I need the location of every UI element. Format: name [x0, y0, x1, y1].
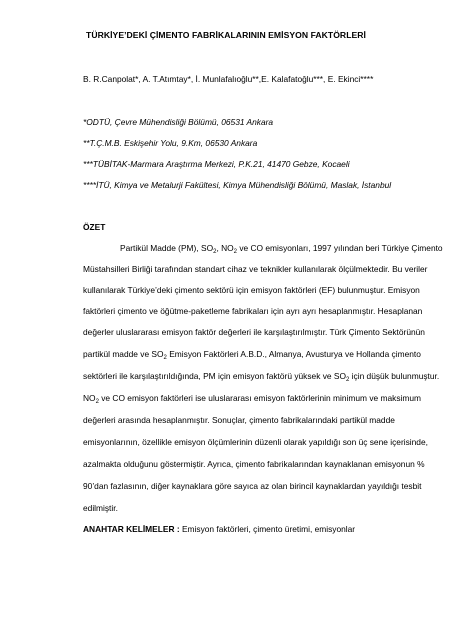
affiliation-2: **T.Ç.M.B. Eskişehir Yolu, 9.Km, 06530 Ankara	[83, 138, 258, 148]
paper-title: TÜRKİYE’DEKİ ÇİMENTO FABRİKALARININ EMİSYON FAKTÖRLERİ	[86, 30, 366, 40]
affiliation-4: ****İTÜ, Kimya ve Metalurji Fakültesi, Kimya Mühendisliği Bölümü, Maslak, İstanbul	[83, 180, 392, 190]
abstract-line	[83, 349, 421, 361]
abstract-line: Müstahsilleri Birliği tarafından standart cihaz ve teknikler kullanılarak ölçülmektedir. Bu veriler	[83, 264, 428, 274]
abstract-line	[83, 393, 421, 405]
abstract-text: sektörleri ile karşılaştırıldığında, PM için emisyon faktörü yüksek ve SO	[83, 371, 346, 381]
abstract-line	[83, 371, 440, 383]
author-list: B. R.Canpolat*, A. T.Atımtay*, İ. Munlafalıoğlu**,E. Kalafatoğlu***, E. Ekinci****	[83, 74, 374, 84]
abstract-line: 90’dan fazlasının, diğer kaynaklara göre sayıca az olan birincil kaynaklardan yayıldığı tesbit	[83, 481, 422, 491]
abstract-line: faktörleri çimento ve öğütme-paketleme fabrikaları için ayrı ayrı hesaplanmıştır. Hesaplanan	[83, 306, 423, 316]
abstract-heading: ÖZET	[83, 222, 106, 232]
affiliation-3: ***TÜBİTAK-Marmara Araştırma Merkezi, P.K.21, 41470 Gebze, Kocaeli	[83, 159, 350, 169]
abstract-line: emisyonlarının, özellikle emisyon ölçümlerinin düzenli olarak yapıldığı son üç sene içerisinde,	[83, 437, 428, 447]
abstract-line: edilmiştir.	[83, 503, 118, 513]
abstract-line: azalmakta olduğunu göstermiştir. Ayrıca, çimento fabrikalarından kaynaklanan emisyonun %	[83, 459, 425, 469]
abstract-text: Emisyon Faktörleri A.B.D., Almanya, Avusturya ve Hollanda çimento	[166, 349, 421, 359]
subscript: 2	[163, 355, 167, 361]
subscript: 2	[233, 249, 237, 255]
keywords-label: ANAHTAR KELİMELER :	[83, 524, 180, 534]
abstract-text: NO	[83, 393, 96, 403]
affiliation-1: *ODTÜ, Çevre Mühendisliği Bölümü, 06531 Ankara	[83, 117, 274, 127]
abstract-line	[120, 243, 443, 255]
abstract-text: partikül madde ve SO	[83, 349, 164, 359]
abstract-line: değerler uluslararası emisyon faktör değerleri ile karşılaştırılmıştır. Türk Çimento Sektörünün	[83, 327, 425, 337]
abstract-text: , NO	[216, 243, 234, 253]
subscript: 2	[345, 377, 350, 383]
keywords-text: Emisyon faktörleri, çimento üretimi, emisyonlar	[179, 524, 356, 534]
subscript: 2	[213, 249, 217, 255]
abstract-line: değerleri arasında hesaplanmıştır. Sonuçlar, çimento fabrikalarındaki partikül madde	[83, 415, 395, 425]
abstract-text: için düşük bulunmuştur.	[349, 371, 440, 381]
keywords-line	[83, 524, 355, 535]
abstract-line: kullanılarak Türkiye’deki çimento sektörü için emisyon faktörleri (EF) bulunmuştur. Emisyon	[83, 285, 420, 295]
abstract-text: ve CO emisyonları, 1997 yılından beri Türkiye Çimento	[237, 243, 443, 253]
abstract-text: ve CO emisyon faktörleri ise uluslararası emisyon faktörlerinin minimum ve maksimum	[98, 393, 421, 403]
subscript: 2	[95, 399, 99, 405]
abstract-text: Partikül Madde (PM), SO	[120, 243, 214, 253]
